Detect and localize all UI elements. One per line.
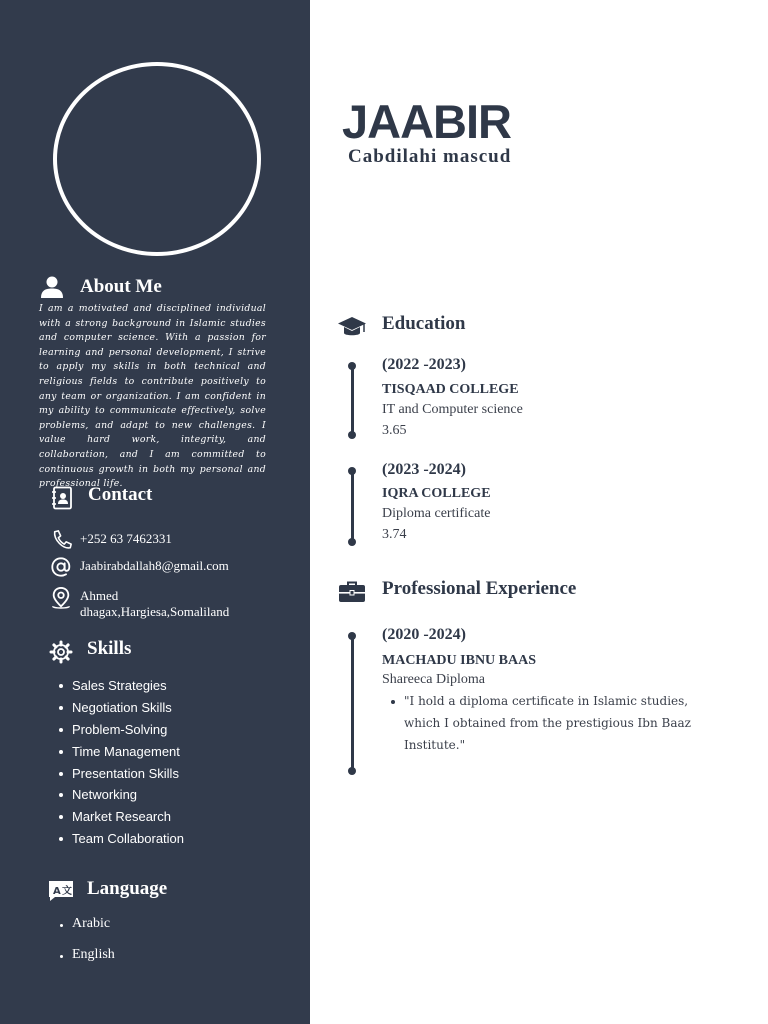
graduation-cap-icon bbox=[337, 315, 367, 339]
experience-period: (2020 -2024) bbox=[382, 626, 466, 643]
about-title: About Me bbox=[80, 276, 162, 297]
timeline-dot bbox=[348, 431, 356, 439]
contact-email[interactable]: Jaabirabdallah8@gmail.com bbox=[80, 558, 229, 573]
contact-title: Contact bbox=[88, 484, 153, 505]
svg-text:文: 文 bbox=[62, 886, 72, 897]
skill-item: Networking bbox=[56, 786, 184, 808]
experience-bullet: "I hold a diploma certificate in Islamic studies, which I obtained from the prestigious Ibn Baaz Institute." bbox=[404, 694, 691, 752]
name-first: JAABIR bbox=[342, 95, 511, 148]
education-grade: 3.65 bbox=[382, 423, 407, 438]
skills-title: Skills bbox=[87, 638, 132, 659]
education-school: TISQAAD COLLEGE bbox=[382, 382, 519, 397]
skills-list bbox=[56, 677, 184, 852]
about-text: I am a motivated and disciplined individual with a strong background in Islamic studies and computer science. With a passion for learning and personal development, I strive to apply my skills in both technical and religious fields to contribute positively to any team or organization. I am confident in my ability to communicate effectively, solve problems, and adapt to new challenges. I value hard work, integrity, and collaboration, and I am committed to continuous growth in both my personal and professional life. bbox=[39, 303, 266, 490]
contact-phone[interactable]: +252 63 7462331 bbox=[80, 531, 172, 546]
name-rest: Cabdilahi mascud bbox=[348, 146, 512, 167]
svg-text:A: A bbox=[53, 886, 61, 897]
timeline-dot bbox=[348, 467, 356, 475]
briefcase-icon bbox=[338, 580, 366, 604]
sidebar bbox=[0, 0, 310, 1024]
education-period: (2022 -2023) bbox=[382, 356, 466, 373]
experience-title: Professional Experience bbox=[382, 578, 577, 599]
gear-icon bbox=[49, 640, 73, 664]
user-icon bbox=[40, 276, 64, 298]
timeline-dot bbox=[348, 632, 356, 640]
education-period: (2023 -2024) bbox=[382, 461, 466, 478]
timeline-dot bbox=[348, 767, 356, 775]
experience-role: Shareeca Diploma bbox=[382, 672, 486, 687]
skill-item: Time Management bbox=[56, 743, 184, 765]
contact-address-line2: dhagax,Hargiesa,Somaliland bbox=[80, 604, 230, 619]
at-sign-icon bbox=[50, 556, 72, 578]
language-title: Language bbox=[87, 878, 168, 899]
experience-org: MACHADU IBNU BAAS bbox=[382, 653, 537, 668]
skill-item: Problem-Solving bbox=[56, 721, 184, 743]
language-list bbox=[60, 914, 115, 976]
education-program: Diploma certificate bbox=[382, 506, 491, 521]
location-pin-icon bbox=[50, 586, 72, 610]
education-title: Education bbox=[382, 313, 466, 334]
timeline-line bbox=[351, 471, 354, 542]
skill-item: Sales Strategies bbox=[56, 677, 184, 699]
timeline-line bbox=[351, 636, 354, 771]
contact-book-icon bbox=[50, 486, 74, 510]
skill-item: Team Collaboration bbox=[56, 830, 184, 852]
timeline-dot bbox=[348, 362, 356, 370]
timeline-dot bbox=[348, 538, 356, 546]
education-program: IT and Computer science bbox=[382, 402, 523, 417]
language-item: Arabic bbox=[60, 914, 115, 945]
timeline-line bbox=[351, 366, 354, 435]
bullet-marker bbox=[391, 700, 395, 704]
education-school: IQRA COLLEGE bbox=[382, 486, 491, 501]
phone-icon bbox=[50, 529, 74, 551]
education-grade: 3.74 bbox=[382, 527, 407, 542]
profile-photo-frame bbox=[53, 62, 261, 256]
skill-item: Presentation Skills bbox=[56, 765, 184, 787]
translate-icon bbox=[47, 880, 75, 902]
skill-item: Negotiation Skills bbox=[56, 699, 184, 721]
contact-address-line1: Ahmed bbox=[80, 588, 119, 603]
skill-item: Market Research bbox=[56, 808, 184, 830]
language-item: English bbox=[60, 945, 115, 976]
